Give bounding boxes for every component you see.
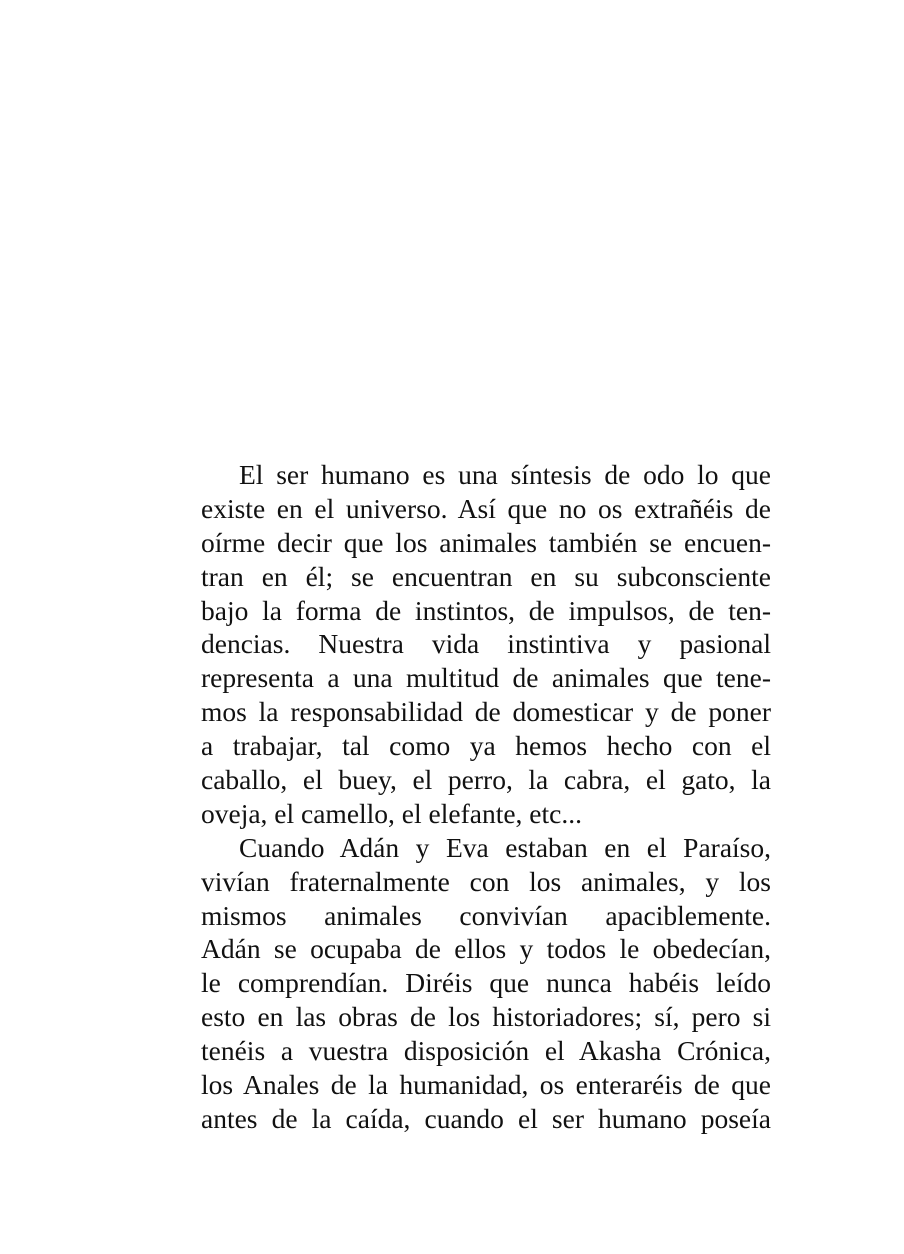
text-line: tenéis a vuestra disposición el Akasha Crónica, bbox=[201, 1035, 771, 1067]
text-line: a trabajar, tal como ya hemos hecho con el bbox=[201, 730, 771, 762]
text-line: los Anales de la humanidad, os enteraréis de que bbox=[201, 1069, 771, 1101]
text-line: dencias. Nuestra vida instintiva y pasional bbox=[201, 628, 771, 660]
text-line: El ser humano es una síntesis de odo lo que bbox=[239, 459, 771, 490]
text-line: caballo, el buey, el perro, la cabra, el gato, la bbox=[201, 764, 771, 796]
text-line: existe en el universo. Así que no os extrañéis de bbox=[201, 492, 771, 524]
text-line: Adán se ocupaba de ellos y todos le obedecían, bbox=[201, 933, 771, 965]
text-line: esto en las obras de los historiadores; sí, pero si bbox=[201, 1001, 771, 1033]
body-text bbox=[201, 458, 771, 1136]
text-line: antes de la caída, cuando el ser humano poseía bbox=[201, 1102, 771, 1134]
text-line: mismos animales convivían apaciblemente. bbox=[201, 899, 771, 931]
text-line: representa a una multitud de animales que tene- bbox=[201, 662, 771, 694]
text-line: oveja, el camello, el elefante, etc... bbox=[201, 797, 582, 829]
text-line: mos la responsabilidad de domesticar y de poner bbox=[201, 696, 771, 728]
text-line: le comprendían. Diréis que nunca habéis leído bbox=[201, 967, 771, 999]
text-line: oírme decir que los animales también se encuen- bbox=[201, 526, 771, 558]
text-line: tran en él; se encuentran en su subconsciente bbox=[201, 560, 771, 592]
paragraph-2 bbox=[201, 831, 771, 1136]
paragraph-1 bbox=[201, 458, 771, 831]
text-line: bajo la forma de instintos, de impulsos, de ten- bbox=[201, 594, 771, 626]
text-line: vivían fraternalmente con los animales, y los bbox=[201, 865, 771, 897]
text-line: Cuando Adán y Eva estaban en el Paraíso, bbox=[239, 831, 771, 863]
